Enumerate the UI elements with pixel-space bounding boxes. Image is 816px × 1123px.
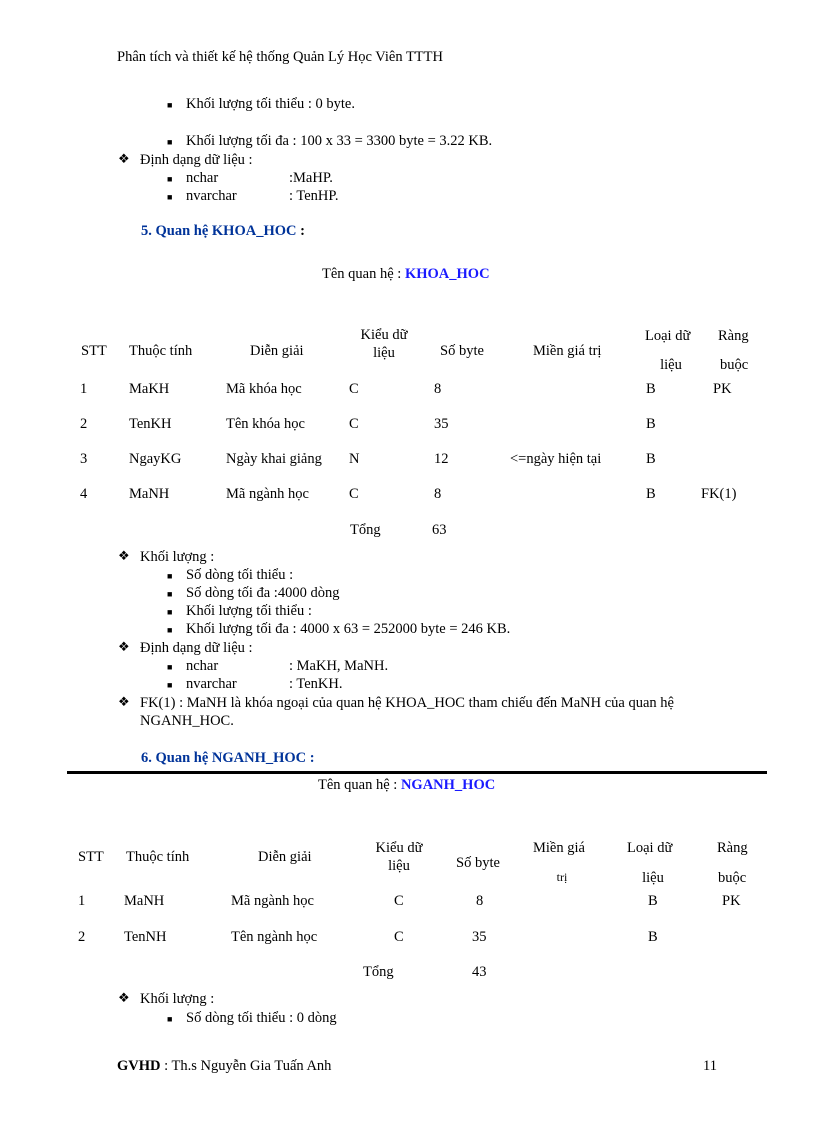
format-type: nchar — [186, 658, 219, 674]
cell-dtype: B — [646, 416, 656, 432]
col-header-desc: Diễn giải — [250, 343, 304, 359]
col-header-constraint: Ràng — [717, 840, 748, 856]
diamond-bullet-icon: ❖ — [118, 549, 130, 564]
cell-bytes: 8 — [476, 893, 484, 909]
cell-domain: <=ngày hiện tại — [510, 451, 602, 467]
cell-desc: Mã ngành học — [231, 893, 314, 909]
col-header-constraint-2: buộc — [718, 870, 747, 886]
cell-dtype: B — [646, 381, 656, 397]
cell-stt: 4 — [80, 486, 88, 502]
col-header-domain: Miền giá — [533, 840, 585, 856]
format-fields: : TenHP. — [289, 188, 339, 204]
col-header-dtype-2: liệu — [642, 870, 664, 886]
cell-type: C — [349, 381, 359, 397]
col-header-attr: Thuộc tính — [129, 343, 193, 359]
relation-name-line — [322, 266, 490, 283]
col-header-type-2: liệu — [388, 858, 410, 874]
relation-name: NGANH_HOC — [400, 777, 496, 793]
bullet-icon: ■ — [167, 1014, 173, 1024]
relation-name: KHOA_HOC — [404, 266, 490, 282]
col-header-attr: Thuộc tính — [126, 849, 190, 865]
fk-note: FK(1) : MaNH là khóa ngoại của quan hệ KHOA_HOC tham chiếu đến MaNH của quan hệ — [140, 695, 674, 711]
col-header-constraint: Ràng — [718, 328, 749, 344]
col-header-dtype-2: liệu — [660, 357, 682, 373]
cell-type: C — [394, 893, 404, 909]
format-fields: : TenKH. — [289, 676, 343, 692]
col-header-dtype: Loại dữ — [627, 840, 673, 856]
bullet-icon: ■ — [167, 662, 173, 672]
col-header-desc: Diễn giải — [258, 849, 312, 865]
format-label: Định dạng dữ liệu : — [140, 152, 253, 168]
cell-dtype: B — [648, 893, 658, 909]
cell-bytes: 8 — [434, 486, 442, 502]
list-item: Số dòng tối đa :4000 dòng — [186, 585, 340, 601]
relation-label: Tên quan hệ : — [318, 777, 401, 793]
cell-desc: Tên ngành học — [231, 929, 318, 945]
diamond-bullet-icon: ❖ — [118, 695, 130, 710]
cell-stt: 2 — [80, 416, 88, 432]
cell-stt: 1 — [80, 381, 88, 397]
cell-attr: NgayKG — [129, 451, 182, 467]
cell-attr: TenKH — [129, 416, 172, 432]
format-type: nvarchar — [186, 676, 237, 692]
list-item: Khối lượng tối đa : 4000 x 63 = 252000 byte = 246 KB. — [186, 621, 511, 637]
cell-type: C — [394, 929, 404, 945]
format-type: nvarchar — [186, 188, 237, 204]
col-header-constraint-2: buộc — [720, 357, 749, 373]
cell-desc: Ngày khai giảng — [226, 451, 322, 467]
cell-constraint: PK — [713, 381, 732, 397]
format-type: nchar — [186, 170, 219, 186]
footer-advisor-label: GVHD — [117, 1058, 161, 1074]
bullet-icon: ■ — [167, 680, 173, 690]
col-header-stt: STT — [78, 849, 104, 865]
col-header-domain: Miền giá trị — [533, 343, 602, 359]
format-label: Định dạng dữ liệu : — [140, 640, 253, 656]
size-label: Khối lượng : — [140, 991, 215, 1007]
format-fields: :MaHP. — [289, 170, 333, 186]
diamond-bullet-icon: ❖ — [118, 152, 130, 167]
cell-attr: MaNH — [129, 486, 170, 502]
col-header-type: Kiểu dữ — [360, 327, 408, 343]
diamond-bullet-icon: ❖ — [118, 991, 130, 1006]
col-header-stt: STT — [81, 343, 107, 359]
cell-attr: MaKH — [129, 381, 170, 397]
list-item: Số dòng tối thiểu : 0 dòng — [186, 1010, 337, 1026]
total-label: Tổng — [363, 964, 394, 980]
total-label: Tổng — [350, 522, 381, 538]
size-label: Khối lượng : — [140, 549, 215, 565]
col-header-type-2: liệu — [373, 345, 395, 361]
cell-dtype: B — [648, 929, 658, 945]
relation-name-line — [318, 777, 495, 794]
horizontal-rule — [67, 771, 767, 774]
section-heading: 6. Quan hệ NGANH_HOC : — [141, 750, 315, 766]
section-heading — [141, 223, 305, 240]
cell-attr: MaNH — [124, 893, 165, 909]
page-number: 11 — [703, 1058, 717, 1074]
bullet-icon: ■ — [167, 625, 173, 635]
cell-bytes: 35 — [472, 929, 487, 945]
cell-desc: Mã ngành học — [226, 486, 309, 502]
list-item: Số dòng tối thiểu : — [186, 567, 294, 583]
list-item: Khối lượng tối đa : 100 x 33 = 3300 byte = 3.22 KB. — [186, 133, 493, 149]
total-value: 63 — [432, 522, 447, 538]
cell-dtype: B — [646, 486, 656, 502]
cell-type: C — [349, 486, 359, 502]
cell-bytes: 8 — [434, 381, 442, 397]
footer-advisor-name: : Th.s Nguyễn Gia Tuấn Anh — [160, 1058, 332, 1074]
page-header-title: Phân tích và thiết kế hệ thống Quản Lý Học Viên TTTH — [117, 49, 443, 65]
cell-desc: Mã khóa học — [226, 381, 302, 397]
fk-note-cont: NGANH_HOC. — [140, 713, 234, 729]
bullet-icon: ■ — [167, 607, 173, 617]
col-header-bytes: Số byte — [456, 855, 500, 871]
format-fields: : MaKH, MaNH. — [289, 658, 389, 674]
section-heading-colon: : — [296, 223, 305, 239]
cell-type: N — [349, 451, 360, 467]
bullet-icon: ■ — [167, 174, 173, 184]
col-header-bytes: Số byte — [440, 343, 484, 359]
bullet-icon: ■ — [167, 100, 173, 110]
section-heading-text: 5. Quan hệ KHOA_HOC — [141, 223, 297, 239]
cell-stt: 3 — [80, 451, 88, 467]
cell-attr: TenNH — [124, 929, 167, 945]
total-value: 43 — [472, 964, 487, 980]
bullet-icon: ■ — [167, 571, 173, 581]
cell-stt: 1 — [78, 893, 86, 909]
col-header-dtype: Loại dữ — [645, 328, 691, 344]
col-header-domain-2: trị — [556, 870, 568, 884]
cell-dtype: B — [646, 451, 656, 467]
cell-constraint: FK(1) — [701, 486, 737, 502]
bullet-icon: ■ — [167, 137, 173, 147]
cell-desc: Tên khóa học — [226, 416, 305, 432]
bullet-icon: ■ — [167, 192, 173, 202]
diamond-bullet-icon: ❖ — [118, 640, 130, 655]
col-header-type: Kiểu dữ — [375, 840, 423, 856]
relation-label: Tên quan hệ : — [322, 266, 405, 282]
cell-type: C — [349, 416, 359, 432]
cell-stt: 2 — [78, 929, 86, 945]
cell-bytes: 35 — [434, 416, 449, 432]
list-item: Khối lượng tối thiểu : — [186, 603, 312, 619]
bullet-icon: ■ — [167, 589, 173, 599]
cell-bytes: 12 — [434, 451, 449, 467]
cell-constraint: PK — [722, 893, 741, 909]
footer-advisor — [117, 1058, 331, 1075]
list-item: Khối lượng tối thiểu : 0 byte. — [186, 96, 355, 112]
